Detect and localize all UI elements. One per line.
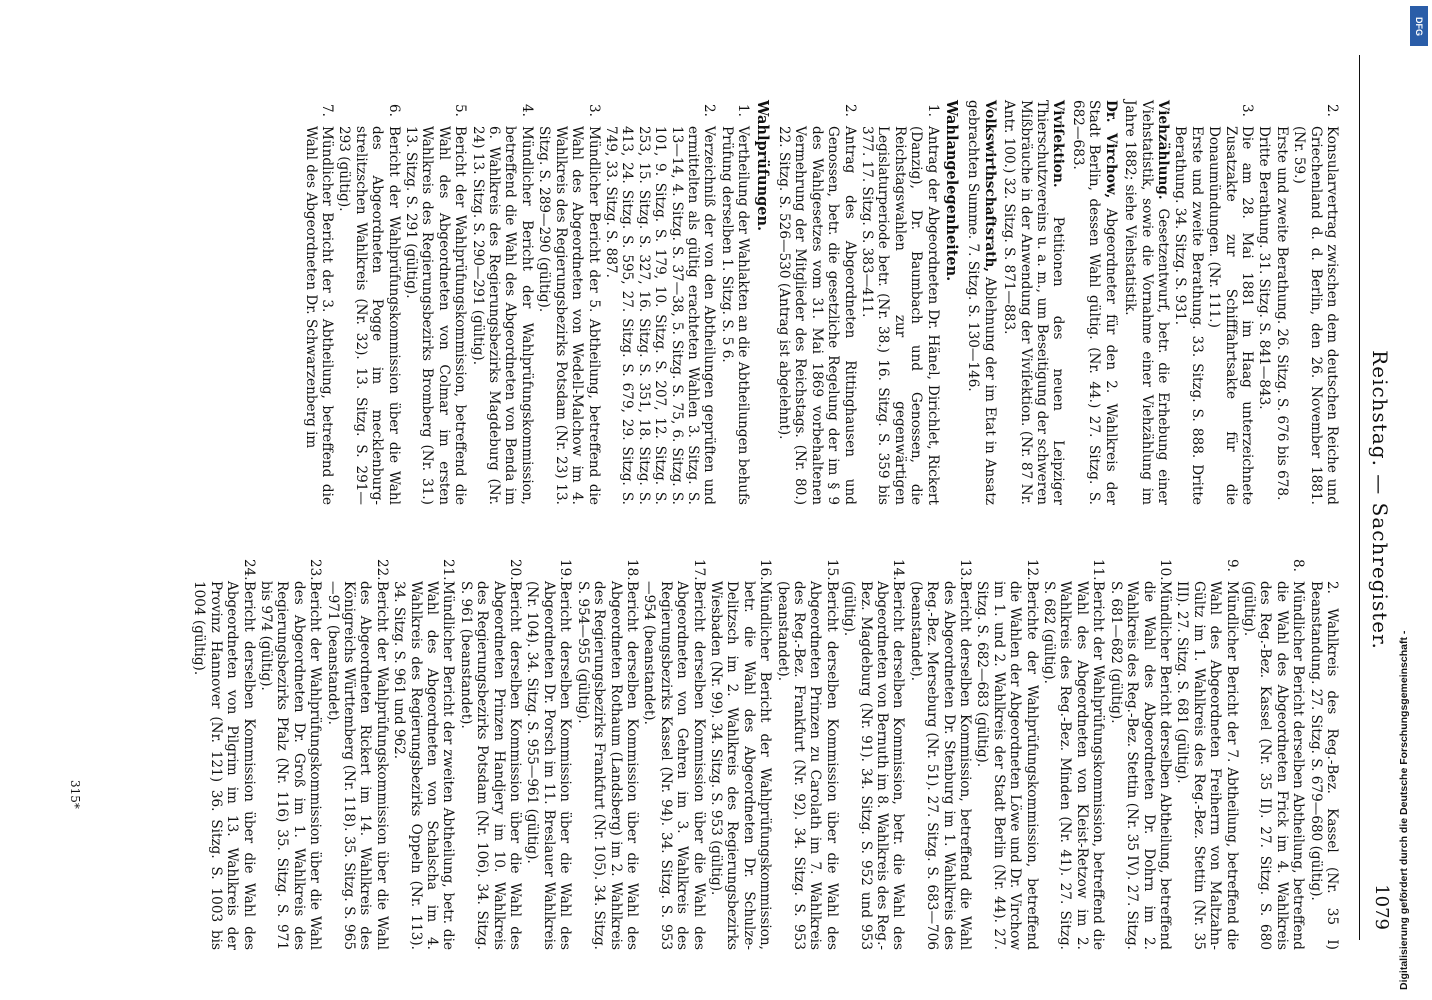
item-number: 2. <box>701 104 718 117</box>
numbered-item <box>258 555 324 950</box>
right-column <box>190 555 1340 950</box>
entry-headword: Volkswirthschaftsrath, <box>981 100 998 273</box>
continuation-line: Dritte Berathung. 31. Sitzg. S. 841—843. <box>1256 126 1273 410</box>
continuation-line: 2. Wahlkreis des Reg.-Bez. Kassel (Nr. 35 I) Beanstandung. 27. Sitzg. S. 679—680 (gültig). <box>1307 581 1340 950</box>
dfg-notice: Digitalisierung gefördert durch die Deutsche Forschungsgemeinschaft - <box>1398 630 1410 990</box>
index-entry <box>1122 100 1171 505</box>
numbered-item <box>191 555 257 950</box>
item-number: 2. <box>841 104 858 117</box>
item-text: Bericht derselben Kommission, betreffend die Wahl des Abgeordneten Dr. Stenburg im 1. Wahlkreis des Reg.-Bez. Merseburg (Nr. 51). 27. Sitzg. S. 683—706 (beanstandet). <box>907 581 974 950</box>
item-text: Bericht derselben Kommission über die Wahl des Abgeordneten Prinzen Handjery im 10. Wahlkreis des Regierungsbezirks Potsdam (Nr. 106). 34. Sitzg. S. 961 (beanstandet). <box>457 581 524 950</box>
item-text: Bericht derselben Kommission über die Wahl des Abgeordneten Dr. Porsch im 11. Breslauer Wahlkreis (Nr. 104). 34. Sitzg. S. 955—961 (gültig). <box>524 581 574 950</box>
entry-text: Ablehnung der im Etat in Ansatz gebrachten Summe. 7. Sitzg. S. 130—146. <box>965 100 998 505</box>
numbered-item <box>641 555 707 950</box>
item-text: Bericht derselben Kommission über die Wahl des Abgeordneten von Pilgrim im 13. Wahlkreis der Provinz Hannover (Nr. 121) 36. Sitzg. S. 1003 bis 1004 (gültig). <box>191 581 257 950</box>
numbered-item <box>776 100 858 505</box>
item-number: 11. <box>1090 559 1107 581</box>
item-number: 2. <box>1324 104 1340 117</box>
running-head: Reichstag. — Sachregister. <box>1368 350 1392 650</box>
item-text: Bericht der Wahlprüfungskommission über die Wahl des Abgeordneten Dr. Groß im 1. Wahlkreis des Regierungsbezirks Pfalz (Nr. 116) 35. Sitzg. S. 971 bis 974 (gültig). <box>258 581 324 950</box>
numbered-item <box>718 100 751 505</box>
entry-text: Petitionen des neuen Leipziger Thierschutzvereins u. a. m., um Beseitigung der schweren Mißbräuche in der Anwendung der Viviſektion. (Nr. 87 Nr. Antr. 100.) 32. Sitzg. S. 871—883. <box>1001 100 1067 505</box>
numbered-item <box>859 100 941 505</box>
numbered-item <box>1206 100 1255 505</box>
item-number: 1. <box>924 104 941 117</box>
item-number: 14. <box>890 559 907 581</box>
item-number: 3. <box>585 104 602 117</box>
index-entry <box>965 100 998 505</box>
numbered-item <box>603 100 718 505</box>
item-text: Mündlicher Bericht der 3. Abtheilung, betreffend die Wahl des Abgeordneten Dr. Schwarzenberg im <box>302 126 336 505</box>
item-text: Bericht derselben Kommission über die Wahl des Abgeordneten Rothaum (Landsberg) im 2. Wahlkreis des Regierungsbezirks Frankfurt (Nr. 105). 34. Sitzg. S. 954—955 (gültig). <box>574 581 640 950</box>
item-text: Bericht derselben Kommission über die Wahl des Abgeordneten Prinzen zu Carolath im 7. Wahlkreis des Reg.-Bez. Frankfurt (Nr. 92). 34. Sitzg. S. 953 (beanstandet). <box>774 581 840 950</box>
item-text: Bericht der Wahlprüfungskommission über die Wahl des Abgeordneten Rickert im 14. Wahlkreis des Königreichs Württemberg (Nr. 118). 35. Sitzg. S. 965—971 (beanstandet). <box>324 581 390 950</box>
item-number: 8. <box>1290 559 1307 572</box>
numbered-item <box>457 555 523 950</box>
numbered-item <box>574 555 640 950</box>
dfg-logo: DFG <box>1410 6 1428 46</box>
entry-headword: Viviſektion. <box>1050 100 1067 188</box>
item-number: 1. <box>735 104 752 117</box>
item-number: 17. <box>690 559 707 581</box>
numbered-item <box>391 555 457 950</box>
item-text: Die am 28. Mai 1881 im Haag unterzeichnete Zusatzakte zur Schifffahrtsakte für die Donaumündungen. (Nr. 111.) <box>1206 126 1255 505</box>
item-text: Mündlicher Bericht der 5. Abtheilung, betreffend die Wahl des Abgeordneten von Wedell-Malchow im 4. Wahlkreis des Regierungsbezirks Potsdam (Nr. 23) 13. Sitzg. S. 289—290 (gültig). <box>536 126 602 505</box>
item-number: 15. <box>823 559 840 581</box>
numbered-item <box>1107 555 1173 950</box>
item-text: Bericht derselben Kommission über die Wahl des Abgeordneten von Gehren im 3. Wahlkreis des Regierungsbezirks Kassel (Nr. 94). 34. Sitzg. S. 953—954 (beanstandet). <box>641 581 707 950</box>
item-number: 4. <box>518 104 535 117</box>
header-rule <box>1359 55 1360 940</box>
item-number: 19. <box>557 559 574 581</box>
numbered-item <box>907 555 973 950</box>
item-number: 7. <box>319 104 336 117</box>
item-number: 20. <box>507 559 524 581</box>
entry-text: Gesetzentwurf, betr. die Erhebung einer Viehstatistik, sowie die Vornahme einer Viehzählung im Jahre 1882; siehe Viehstatistik. <box>1122 100 1171 505</box>
numbered-item <box>1291 100 1340 505</box>
item-text: Bericht der Wahlprüfungskommission, betreffend die Wahl des Abgeordneten von Kleist-Retzow im 2. Wahlkreis des Reg.-Bez. Minden (Nr. 41). 27. Sitzg. S. 682 (gültig). <box>1041 581 1107 950</box>
item-number: 9. <box>1223 559 1240 572</box>
item-text: Mündlicher Bericht der Wahlprüfungskommission, betreffend die Wahl des Abgeordneten von Benda im 6. Wahlkreis des Regierungsbezirks Magdeburg (Nr. 24) 13. Sitzg. S. 290—291 (gültig). <box>469 126 535 505</box>
item-number: 22. <box>373 559 390 581</box>
item-number: 3. <box>1238 104 1255 117</box>
index-entry <box>1001 100 1067 505</box>
numbered-item <box>536 100 602 505</box>
item-number: 24. <box>240 559 257 581</box>
item-text: Antrag der Abgeordneten Dr. Hänel, Dirichlet, Rickert (Danzig), Dr. Baumbach und Genossen, die Reichstagswahlen zur gegenwärtigen Legislaturperiode betr. (Nr. 38.) 16. Sitzg. S. 359 bis 377. 17. Sitzg. S. 383—411. <box>859 126 941 505</box>
numbered-item <box>774 555 840 950</box>
item-text: Vertheilung der Wahlakten an die Abtheilungen behufs Prüfung derselben 1. Sitzg. S. 5 6. <box>718 126 752 505</box>
item-text: Bericht der Wahlprüfungskommission, betreffend die Wahl des Abgeordneten von Colmar im ersten Wahlkreis des Regierungsbezirks Bromberg (Nr. 31.) 13. Sitzg. S. 291 (gültig). <box>403 126 469 505</box>
item-text: Mündlicher Bericht der Wahlprüfungskommission, betr. die Wahl des Abgeordneten Dr. Schulze-Delitzsch im 2. Wahlkreis des Regierungsbezirks Wiesbaden (Nr. 99). 34. Sitzg. S. 953 (gültig). <box>707 581 774 950</box>
numbered-item <box>302 100 335 505</box>
item-number: 16. <box>757 559 774 581</box>
item-number: 12. <box>1023 559 1040 581</box>
numbered-item <box>1041 555 1107 950</box>
item-number: 10. <box>1156 559 1173 581</box>
section-heading: Wahlangelegenheiten. <box>943 100 961 282</box>
entry-headword: Dr. Virchow, <box>1102 100 1119 199</box>
item-text: Mündlicher Bericht der zweiten Abtheilung, betr. die Wahl des Abgeordneten von Schalscha im 4. Wahlkreis des Regierungsbezirks Oppeln (Nr. 113). 34. Sitzg. S. 961 und 962. <box>391 581 457 950</box>
entry-headword: Viehzählung. <box>1154 100 1171 200</box>
item-text: Konsularvertrag zwischen dem deutschen Reiche und Griechenland d. d. Berlin, den 26. November 1881. (Nr. 59.) <box>1291 126 1340 505</box>
item-text: Antrag des Abgeordneten Rittinghausen und Genossen, betr. die gesetzliche Regelung der im § 9 des Wahlgesetzes vom 31. Mai 1869 vorbehaltenen Vermehrung der Mitglieder des Reichstags. (Nr. 80.) 22. Sitzg. S. 526—530 (Antrag ist abgelehnt). <box>776 126 858 505</box>
continuation-line: Erste und zweite Berathung. 26. Sitzg. S. 676 bis 678. <box>1273 126 1290 501</box>
item-number: 13. <box>957 559 974 581</box>
item-text: Mündlicher Bericht derselben Abtheilung, betreffend die Wahl des Abgeordneten Frick im 4. Wahlkreis des Reg.-Bez. Kassel (Nr. 35 II). 27. Sitzg. S. 680 (gültig). <box>1240 581 1307 950</box>
continuation-line: Erste und zweite Berathung. 33. Sitzg. S. 888. Dritte Berathung. 34. Sitzg. S. 931. <box>1172 126 1205 505</box>
item-text: Bericht der Wahlprüfungskommission über die Wahl des Abgeordneten Pogge im mecklenburg-strelitzschen Wahlkreis (Nr. 32). 13. Sitzg. S. 291—293 (gültig). <box>336 126 402 505</box>
item-text: Mündlicher Bericht der 7. Abtheilung, betreffend die Wahl des Abgeordneten Freiherrn von Maltzahn-Gültz im 1. Wahlkreis des Reg.-Bez. Stettin (Nr. 35 III). 27. Sitzg. S. 681 (gültig). <box>1174 581 1240 950</box>
numbered-item <box>524 555 573 950</box>
numbered-item <box>403 100 469 505</box>
item-number: 18. <box>623 559 640 581</box>
page-number: 1079 <box>1371 884 1392 930</box>
numbered-item <box>974 555 1040 950</box>
item-text: Berichte der Wahlprüfungskommission, betreffend die Wahlen der Abgeordneten Löwe und Dr. Virchow im 1. und 2. Wahlkreis der Stadt Berlin (Nr. 44). 27. Sitzg. S. 682—683 (gültig). <box>974 581 1040 950</box>
entry-text: Abgeordneter für den 2. Wahlkreis der Stadt Berlin, dessen Wahl gültig. (Nr. 44.) 27. Sitzg. S. 682—683. <box>1069 100 1119 505</box>
numbered-item <box>1241 555 1307 950</box>
item-number: 23. <box>307 559 324 581</box>
item-text: Bericht derselben Kommission, betr. die Wahl des Abgeordneten von Bernuth im 8. Wahlkreis des Reg.-Bez. Magdeburg (Nr. 91). 34. Sitzg. S. 952 und 953 (gültig). <box>841 581 907 950</box>
signature-mark: 315* <box>68 780 82 809</box>
item-text: Mündlicher Bericht derselben Abtheilung, betreffend die Wahl des Abgeordneten Dr. Dohrn im 2. Wahlkreis des Reg.-Bez. Stettin (Nr. 35 IV). 27. Sitzg. S. 681—682 (gültig). <box>1107 581 1173 950</box>
numbered-item <box>841 555 907 950</box>
item-text: Verzeichniß der von den Abtheilungen geprüften und ermittelten als gültig erachteten Wahlen 3. Sitzg. S. 13—14, 4. Sitzg. S. 37—38, 5. Sitzg. S. 75, 6. Sitzg. S. 101, 9. Sitzg. S. 179, 10. Sitzg. S. 207, 12. Sitzg. S. 253, 15. Sitzg. S. 327, 16. Sitzg. S. 351, 18. Sitzg. S. 413, 24. Sitzg. S. 595, 27. Sitzg. S. 679, 29. Sitzg. S. 749, 33. Sitzg. S. 887. <box>602 126 718 505</box>
section-heading: Wahlprüfungen. <box>753 100 771 232</box>
item-number: 5. <box>452 104 469 117</box>
numbered-item <box>336 100 402 505</box>
numbered-item <box>708 555 774 950</box>
numbered-item <box>469 100 535 505</box>
item-number: 6. <box>385 104 402 117</box>
numbered-item <box>1174 555 1240 950</box>
item-number: 21. <box>440 559 457 581</box>
numbered-item <box>324 555 390 950</box>
index-entry <box>1070 100 1119 505</box>
left-column <box>301 100 1340 505</box>
